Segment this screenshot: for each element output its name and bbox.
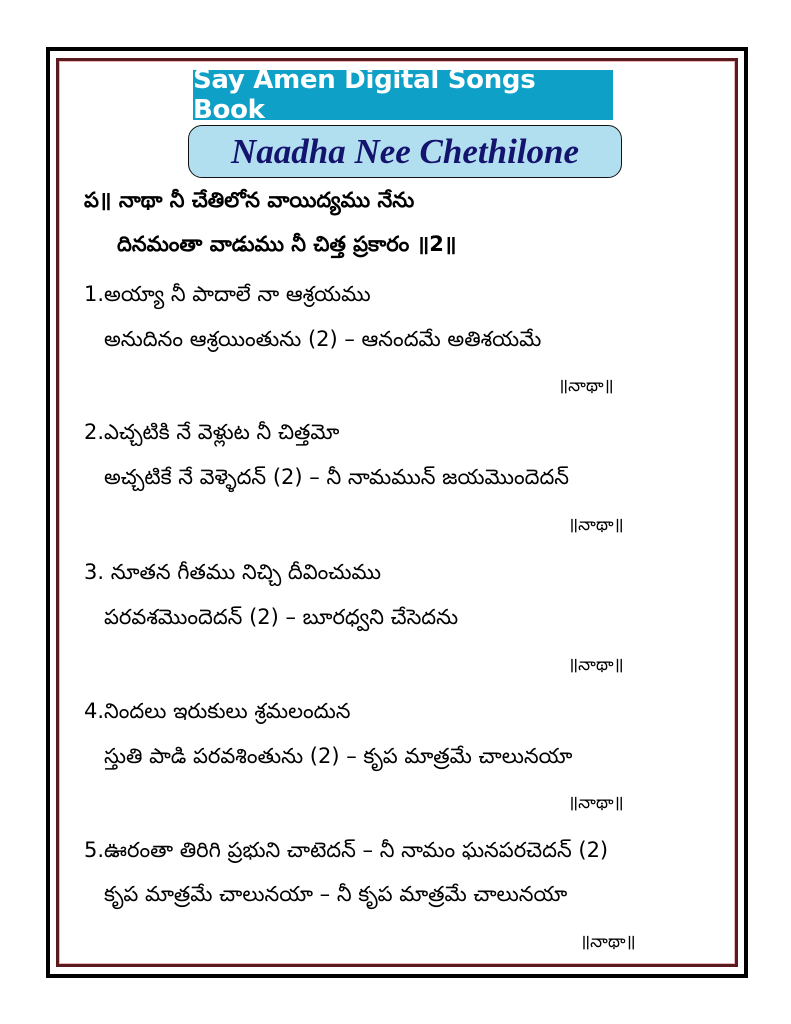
verse-3-line-2: పరవశమొందెదన్ (2) – బూరధ్వని చేసెదను (104, 605, 459, 629)
verse-1-line-2: అనుదినం ఆశ్రయింతును (2) – ఆనందమే అతిశయమే (104, 327, 542, 351)
verse-3-line-1: 3. నూతన గీతము నిచ్చి దీవించుము (84, 560, 382, 584)
verse-1-line-1: 1.అయ్యా నీ పాదాలే నా ఆశ్రయము (84, 282, 371, 306)
book-title: Say Amen Digital Songs Book (193, 65, 536, 125)
book-title-banner (193, 65, 613, 125)
pallavi-line-1: ప॥ నాథా నీ చేతిలోన వాయిద్యము నేను (84, 188, 415, 212)
song-title-box (188, 125, 622, 178)
verse-2-line-2: అచ్చటికే నే వెళ్ళెదన్ (2) – నీ నామమున్ జయమొందెదన్ (104, 465, 570, 489)
verse-4-line-1: 4.నిందలు ఇరుకులు శ్రమలందున (84, 699, 351, 723)
pallavi-line-2: దినమంతా వాడుము నీ చిత్త ప్రకారం ॥2॥ (117, 232, 457, 256)
verse-5-line-2: కృప మాత్రమే చాలునయా – నీ కృప మాత్రమే చాలునయా (104, 882, 568, 906)
verse-2-refrain: ॥నాథా॥ (568, 515, 624, 535)
verse-5-refrain: ॥నాథా॥ (580, 932, 636, 952)
verse-5-line-1: 5.ఊరంతా తిరిగి ప్రభుని చాటెదన్ – నీ నామం ఘనపరచెదన్ (2) (84, 838, 609, 862)
verse-4-line-2: స్తుతి పాడి పరవశింతును (2) – కృప మాత్రమే చాలునయా (104, 744, 573, 768)
verse-3-refrain: ॥నాథా॥ (568, 655, 624, 675)
verse-1-refrain: ॥నాథా॥ (558, 376, 614, 396)
verse-4-refrain: ॥నాథా॥ (568, 793, 624, 813)
song-title: Naadha Nee Chethilone (230, 131, 580, 171)
verse-2-line-1: 2.ఎచ్చటికి నే వెళ్లుట నీ చిత్తమో (84, 420, 340, 444)
